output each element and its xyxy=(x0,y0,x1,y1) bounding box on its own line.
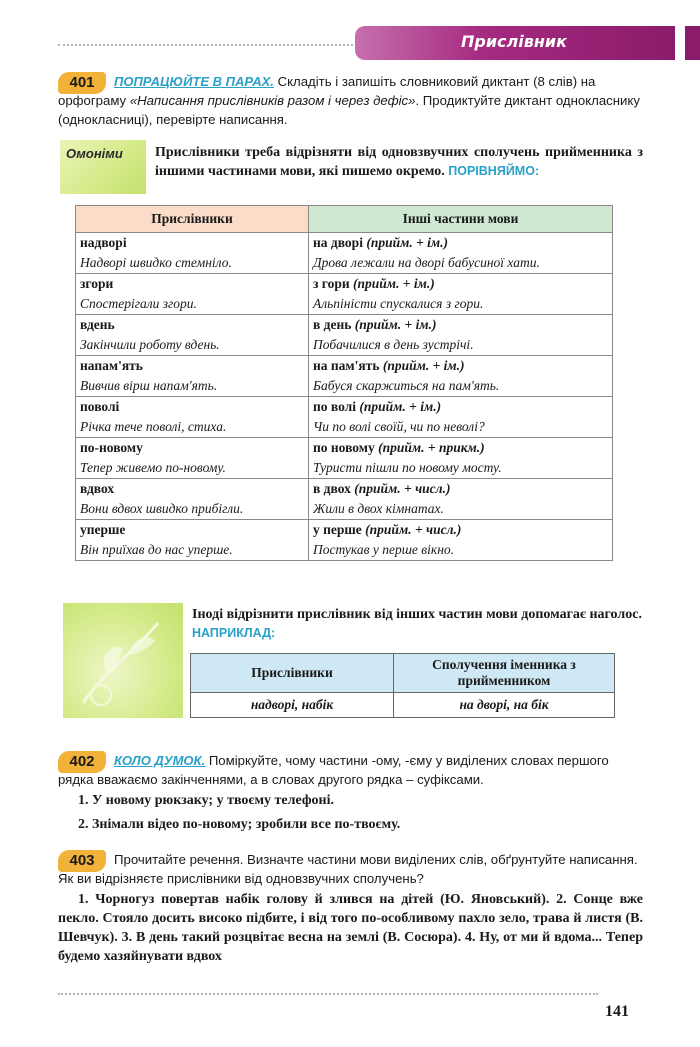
adverb-word: уперше xyxy=(76,520,309,541)
other-word-cell xyxy=(309,520,613,541)
other-word: по новому xyxy=(313,440,375,455)
table-row xyxy=(76,294,613,315)
table-row xyxy=(76,335,613,356)
stress-cell-adverbs: надворі, набік xyxy=(191,693,394,718)
table-row xyxy=(76,356,613,377)
table-header-other: Інші частини мови xyxy=(309,206,613,233)
table-row xyxy=(76,520,613,541)
table-row xyxy=(76,499,613,520)
compare-label: ПОРІВНЯЙМО: xyxy=(448,164,540,178)
other-word-cell xyxy=(309,233,613,254)
table-row xyxy=(76,233,613,254)
grammar-note: (прийм. + ім.) xyxy=(356,399,442,414)
exercise-number-403: 403 xyxy=(58,850,106,872)
table-row xyxy=(76,540,613,561)
exercise-402-tag: КОЛО ДУМОК. xyxy=(114,753,206,768)
stress-header-adverbs: Прислівники xyxy=(191,654,394,693)
table-row xyxy=(76,376,613,397)
adverb-word: по-новому xyxy=(76,438,309,459)
exercise-401-rule: «Написання прислівників разом і через дефіс» xyxy=(129,93,416,108)
adverb-word: вдвох xyxy=(76,479,309,500)
adverb-example: Вивчив вірш напам'ять. xyxy=(76,376,309,397)
table-row xyxy=(76,397,613,418)
adverb-example: Тепер живемо по-новому. xyxy=(76,458,309,479)
exercise-402-line-1: 1. У новому рюкзаку; у твоєму телефоні. xyxy=(78,793,334,808)
grammar-note: (прийм. + числ.) xyxy=(361,522,462,537)
table-row xyxy=(76,253,613,274)
section-header-tab xyxy=(355,26,675,60)
grammar-note: (прийм. + ім.) xyxy=(351,317,437,332)
other-word-cell xyxy=(309,438,613,459)
header-dotted-line xyxy=(58,44,353,46)
stress-header-combination: Сполучення іменника з прийменником xyxy=(394,654,615,693)
table-row xyxy=(76,438,613,459)
table-header-adverbs: Прислівники xyxy=(76,206,309,233)
grammar-note: (прийм. + ім.) xyxy=(349,276,435,291)
adverb-word: вдень xyxy=(76,315,309,336)
page-number: 141 xyxy=(605,1003,629,1020)
adverb-word: надворі xyxy=(76,233,309,254)
grammar-note: (прийм. + прикм.) xyxy=(374,440,485,455)
exercise-401-text: ПОПРАЦЮЙТЕ В ПАРАХ. Складіть і запишіть словниковий диктант (8 слів) на орфограму «Написання прислівників разом і через дефіс». Продиктуйте диктант однокласнику (однокласниці), перевірте написання. xyxy=(58,74,640,127)
adverb-example: Надворі швидко стемніло. xyxy=(76,253,309,274)
other-example: Побачилися в день зустрічі. xyxy=(309,335,613,356)
grammar-note: (прийм. + числ.) xyxy=(350,481,451,496)
other-word-cell xyxy=(309,397,613,418)
omonimy-label: Омоніми xyxy=(66,146,123,161)
exercise-number-401: 401 xyxy=(58,72,106,94)
decorative-leaf-image xyxy=(63,603,183,718)
omonimy-label-box xyxy=(60,140,146,194)
adverb-example: Вони вдвох швидко прибігли. xyxy=(76,499,309,520)
table-row xyxy=(76,479,613,500)
stress-table xyxy=(190,653,615,718)
adverbs-comparison-table xyxy=(75,205,613,561)
section-title: Прислівник xyxy=(461,32,567,51)
exercise-401-tag: ПОПРАЦЮЙТЕ В ПАРАХ. xyxy=(114,74,274,89)
table-row xyxy=(76,274,613,295)
table-row xyxy=(76,315,613,336)
other-example: Дрова лежали на дворі бабусиної хати. xyxy=(309,253,613,274)
other-example: Жили в двох кімнатах. xyxy=(309,499,613,520)
adverb-example: Річка тече поволі, стиха. xyxy=(76,417,309,438)
other-word: в двох xyxy=(313,481,351,496)
example-label: НАПРИКЛАД: xyxy=(192,626,276,640)
exercise-403-text: Прочитайте речення. Визначте частини мови виділених слів, обґрунтуйте написання. Як ви відрізняєте прислівники від одновзвучних сполучень? xyxy=(58,852,638,886)
adverb-example: Він приїхав до нас уперше. xyxy=(76,540,309,561)
stress-text: Іноді відрізнити прислівник від інших частин мови допомагає наголос. НАПРИКЛАД: xyxy=(192,607,642,640)
adverb-word: поволі xyxy=(76,397,309,418)
exercise-403-body: 1. Чорногуз повертав набік голову й злився на дітей (Ю. Яновський). 2. Сонце вже пекло. Стояло досить високо підбите, і від того по-особливому пахло зело, трава й листя (В. Шевчук). 3. В день такий розцвітає весна на землі (В. Сосюра). 4. Ну, от ми й вдома... Тепер будемо хазяйнувати вдвох xyxy=(58,892,643,964)
other-example: Бабуся скаржиться на пам'ять. xyxy=(309,376,613,397)
other-example: Постукав у перше вікно. xyxy=(309,540,613,561)
omonimy-text: Прислівники треба відрізняти від одновзвучних сполучень прийменника з іншими частинами мови, які пишемо окремо. ПОРІВНЯЙМО: xyxy=(155,145,643,179)
other-word: в день xyxy=(313,317,352,332)
table-row xyxy=(76,417,613,438)
adverb-word: напам'ять xyxy=(76,356,309,377)
other-example: Альпіністи спускалися з гори. xyxy=(309,294,613,315)
header-edge-block xyxy=(685,26,700,60)
other-word-cell xyxy=(309,274,613,295)
grammar-note: (прийм. + ім.) xyxy=(362,235,449,250)
adverb-example: Спостерігали згори. xyxy=(76,294,309,315)
other-example: Чи по волі своїй, чи по неволі? xyxy=(309,417,613,438)
other-word: по волі xyxy=(313,399,356,414)
other-word: на пам'ять xyxy=(313,358,380,373)
footer-dotted-line xyxy=(58,993,598,995)
exercise-402-line-2: 2. Знімали відео по-новому; зробили все по-твоєму. xyxy=(78,817,401,832)
other-word-cell xyxy=(309,479,613,500)
leaf-ornament-icon xyxy=(63,603,183,718)
other-word: у перше xyxy=(313,522,362,537)
adverb-word: згори xyxy=(76,274,309,295)
exercise-402-text: КОЛО ДУМОК. Поміркуйте, чому частини -ому, -єму у виділених словах першого рядка вважаємо закінченнями, а в словах другого рядка – суфіксами. xyxy=(58,753,609,787)
grammar-note: (прийм. + ім.) xyxy=(379,358,465,373)
other-word-cell xyxy=(309,315,613,336)
other-word: на дворі xyxy=(313,235,363,250)
table-row xyxy=(76,458,613,479)
other-word-cell xyxy=(309,356,613,377)
adverb-example: Закінчили роботу вдень. xyxy=(76,335,309,356)
stress-cell-combination: на дворі, на бік xyxy=(394,693,615,718)
other-example: Туристи пішли по новому мосту. xyxy=(309,458,613,479)
exercise-number-402: 402 xyxy=(58,751,106,773)
other-word: з гори xyxy=(313,276,350,291)
